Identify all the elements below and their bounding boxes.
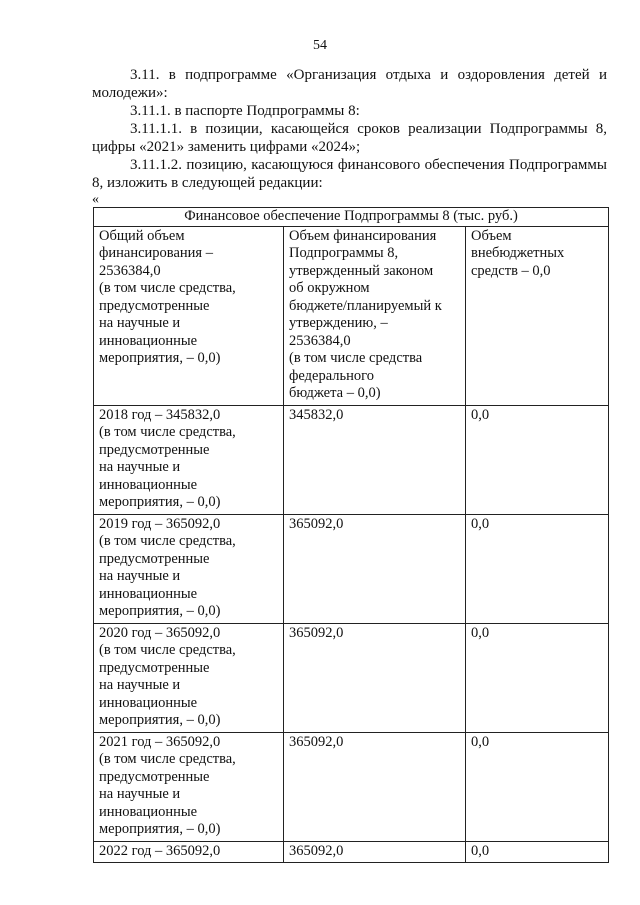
cell-line: предусмотренные — [99, 768, 210, 785]
cell-line: инновационные — [99, 332, 198, 349]
table-row — [94, 405, 609, 514]
cell-line: об окружном — [289, 280, 370, 296]
table-body — [94, 226, 609, 863]
cell-line: (в том числе средства, — [99, 533, 236, 549]
year-total-cell — [94, 514, 284, 623]
cell-line: Объем — [471, 227, 512, 244]
year-budget-cell: 365092,0 — [284, 841, 466, 863]
cell-line: утвержденный законом — [289, 262, 434, 279]
cell-line: 2536384,0 — [289, 332, 351, 349]
cell-line: инновационные — [99, 803, 198, 820]
cell-line: мероприятия, – 0,0) — [99, 821, 221, 837]
cell-line: мероприятия, – 0,0) — [99, 603, 221, 619]
header-budget-financing — [284, 226, 466, 405]
cell-line: инновационные — [99, 694, 198, 711]
cell-line: финансирования – — [99, 245, 213, 261]
cell-line: на научные и — [99, 315, 181, 331]
cell-line: (в том числе средства, — [99, 642, 236, 658]
cell-line: 2019 год – 365092,0 — [99, 515, 221, 532]
year-total-cell — [94, 841, 284, 863]
cell-line: (в том числе средства, — [99, 424, 236, 440]
table-title: Финансовое обеспечение Подпрограммы 8 (тыс. руб.) — [94, 208, 609, 227]
cell-line: на научные и — [99, 786, 181, 802]
cell-line: на научные и — [99, 568, 181, 584]
cell-line: 2021 год – 365092,0 — [99, 733, 221, 750]
cell-line: бюджета – 0,0) — [289, 385, 381, 401]
paragraph-3-11: 3.11. в подпрограмме «Организация отдыха и оздоровления детей и молодежи»: — [92, 67, 607, 101]
cell-line: (в том числе средства, — [99, 280, 236, 296]
paragraph-3-11-1: 3.11.1. в паспорте Подпрограммы 8: — [130, 103, 360, 119]
cell-line: предусмотренные — [99, 297, 210, 314]
cell-line: мероприятия, – 0,0) — [99, 712, 221, 728]
year-budget-cell: 365092,0 — [284, 623, 466, 732]
financing-table — [93, 207, 609, 863]
cell-line: Общий объем — [99, 227, 185, 244]
cell-line: 2022 год – 365092,0 — [99, 842, 221, 859]
body-text — [92, 66, 607, 192]
cell-line: 2536384,0 — [99, 262, 161, 279]
table-row — [94, 514, 609, 623]
paragraph-3-11-1-2: 3.11.1.2. позицию, касающуюся финансового обеспечения Подпрограммы 8, изложить в следующей редакции: — [92, 157, 607, 191]
year-budget-cell: 365092,0 — [284, 732, 466, 841]
cell-line: инновационные — [99, 476, 198, 493]
header-extrabudgetary — [466, 226, 609, 405]
cell-line: предусмотренные — [99, 550, 210, 567]
cell-line: утверждению, – — [289, 315, 388, 331]
year-total-cell — [94, 405, 284, 514]
table-row — [94, 732, 609, 841]
cell-line: бюджете/планируемый к — [289, 297, 442, 314]
cell-line: 2018 год – 345832,0 — [99, 406, 221, 423]
paragraph-3-11-1-1: 3.11.1.1. в позиции, касающейся сроков реализации Подпрограммы 8, цифры «2021» заменить цифрами «2024»; — [92, 121, 607, 155]
page-number: 54 — [313, 38, 327, 53]
year-extrabudgetary-cell: 0,0 — [466, 732, 609, 841]
cell-line: инновационные — [99, 585, 198, 602]
cell-line: мероприятия, – 0,0) — [99, 494, 221, 510]
cell-line: (в том числе средства, — [99, 751, 236, 767]
cell-line: мероприятия, – 0,0) — [99, 350, 221, 366]
cell-line: на научные и — [99, 459, 181, 475]
year-budget-cell: 365092,0 — [284, 514, 466, 623]
year-total-cell — [94, 623, 284, 732]
cell-line: средств – 0,0 — [471, 262, 551, 279]
cell-line: предусмотренные — [99, 441, 210, 458]
year-total-cell — [94, 732, 284, 841]
table-title-row — [94, 208, 609, 227]
cell-line: федерального — [289, 367, 374, 384]
cell-line: (в том числе средства — [289, 350, 423, 366]
cell-line: 2020 год – 365092,0 — [99, 624, 221, 641]
open-quote-mark: « — [92, 192, 99, 207]
table-row — [94, 623, 609, 732]
year-extrabudgetary-cell: 0,0 — [466, 405, 609, 514]
year-extrabudgetary-cell: 0,0 — [466, 841, 609, 863]
year-budget-cell: 345832,0 — [284, 405, 466, 514]
cell-line: внебюджетных — [471, 245, 565, 261]
header-total-financing — [94, 226, 284, 405]
year-extrabudgetary-cell: 0,0 — [466, 623, 609, 732]
year-extrabudgetary-cell: 0,0 — [466, 514, 609, 623]
cell-line: Подпрограммы 8, — [289, 245, 399, 261]
cell-line: на научные и — [99, 677, 181, 693]
cell-line: Объем финансирования — [289, 227, 437, 244]
table-row — [94, 841, 609, 863]
table-header-row — [94, 226, 609, 405]
cell-line: предусмотренные — [99, 659, 210, 676]
